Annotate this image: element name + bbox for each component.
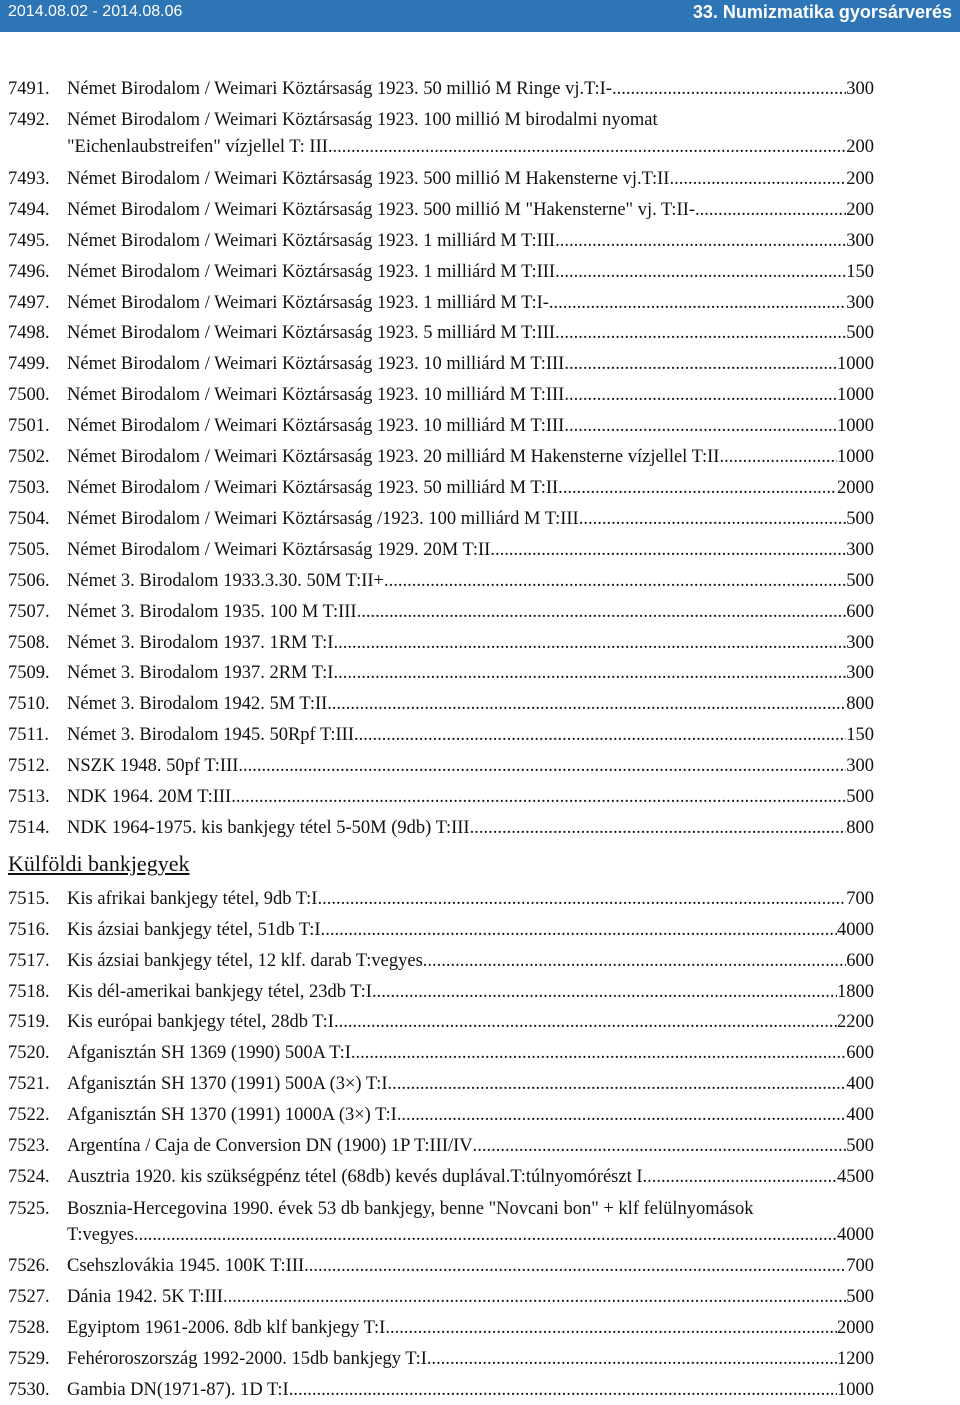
lot-body (67, 813, 874, 844)
lot-row (8, 597, 874, 628)
lot-body (67, 782, 874, 813)
dot-leader (397, 1100, 846, 1131)
lot-body (67, 946, 874, 977)
lot-description: Német Birodalom / Weimari Köztársaság 1923. 20 milliárd M Hakensterne vízjellel T:II (67, 447, 720, 468)
lot-row (8, 1069, 874, 1100)
lot-price: 300 (846, 292, 874, 313)
auction-date-range: 2014.08.02 - 2014.08.06 (8, 3, 183, 20)
lot-price: 300 (846, 79, 874, 99)
lot-number: 7498. (8, 323, 50, 344)
lot-body (67, 318, 874, 349)
lot-number: 7530. (8, 1379, 50, 1400)
lot-body (67, 288, 874, 319)
lot-number: 7529. (8, 1348, 50, 1369)
lot-price: 500 (846, 508, 874, 529)
lot-number: 7500. (8, 385, 50, 406)
lot-row (8, 411, 874, 442)
dot-leader (328, 134, 846, 162)
lot-row (8, 1375, 874, 1405)
lot-line (67, 1251, 874, 1282)
lot-price: 500 (846, 1136, 874, 1157)
lot-body (67, 1131, 874, 1162)
lot-row (8, 105, 874, 164)
lot-body (67, 1313, 874, 1344)
dot-leader (289, 1375, 837, 1405)
dot-leader (327, 689, 846, 720)
lot-line (67, 74, 874, 105)
lot-body (67, 1282, 874, 1313)
lot-description: Német Birodalom / Weimari Köztársaság 1923. 1 milliárd M T:I- (67, 292, 549, 313)
lot-number: 7505. (8, 539, 50, 560)
lot-description: Német 3. Birodalom 1935. 100 M T:III (67, 601, 357, 622)
lot-price: 4500 (837, 1167, 874, 1187)
lot-line (67, 1007, 874, 1038)
lot-number: 7524. (8, 1167, 50, 1187)
lot-row (8, 628, 874, 659)
lot-row (8, 1162, 874, 1193)
lot-line (67, 318, 874, 349)
lot-number: 7519. (8, 1012, 50, 1033)
lot-body (67, 257, 874, 288)
lot-number: 7526. (8, 1255, 50, 1276)
lot-number: 7528. (8, 1317, 50, 1338)
lot-number: 7495. (8, 230, 50, 251)
lot-price: 500 (846, 323, 874, 344)
lot-row (8, 946, 874, 977)
lot-number: 7518. (8, 981, 50, 1002)
dot-leader (134, 1222, 837, 1248)
lot-description: NDK 1964-1975. kis bankjegy tétel 5-50M (9db) T:III (67, 817, 470, 838)
lot-line (67, 1162, 874, 1193)
dot-leader (612, 74, 846, 105)
lot-description: Afganisztán SH 1369 (1990) 500A T:I (67, 1043, 351, 1064)
lot-row (8, 318, 874, 349)
lot-line (67, 658, 874, 689)
lot-description: Német 3. Birodalom 1945. 50Rpf T:III (67, 725, 354, 746)
lot-description: Kis dél-amerikai bankjegy tétel, 23db T:I (67, 981, 372, 1002)
dot-leader (470, 813, 847, 844)
lot-row (8, 1131, 874, 1162)
dot-leader (223, 1282, 846, 1313)
dot-leader (427, 1344, 837, 1375)
dot-leader (385, 1313, 837, 1344)
lot-line (67, 782, 874, 813)
lot-line (67, 813, 874, 844)
lot-description: Német Birodalom / Weimari Köztársaság 1923. 5 milliárd M T:III (67, 323, 556, 344)
lot-line (67, 720, 874, 751)
dot-leader (555, 318, 846, 349)
lot-price: 2200 (837, 1012, 874, 1033)
lot-price: 500 (846, 1286, 874, 1307)
lot-number: 7517. (8, 950, 50, 971)
lot-price: 700 (846, 1255, 874, 1276)
dot-leader (351, 1038, 846, 1069)
dot-leader (372, 977, 837, 1008)
dot-leader (354, 720, 846, 751)
lot-row (8, 535, 874, 566)
lot-description: Német Birodalom / Weimari Köztársaság 1923. 500 millió M Hakensterne vj.T:II (67, 168, 670, 189)
lot-row (8, 977, 874, 1008)
lot-body (67, 535, 874, 566)
lot-description: Német Birodalom / Weimari Köztársaság /1923. 100 milliárd M T:III (67, 508, 579, 529)
dot-leader (579, 504, 847, 535)
lot-line (67, 884, 874, 915)
lot-description: Afganisztán SH 1370 (1991) 500A (3×) T:I (67, 1074, 388, 1095)
lot-line (67, 1196, 874, 1222)
lot-description: Ausztria 1920. kis szükségpénz tétel (68db) kevés duplával.T:túlnyomórészt I (67, 1167, 643, 1187)
lot-description: Dánia 1942. 5K T:III (67, 1286, 223, 1307)
dot-leader (388, 1069, 847, 1100)
lot-number: 7493. (8, 168, 50, 189)
lot-number: 7523. (8, 1136, 50, 1157)
lot-row (8, 1313, 874, 1344)
lot-row (8, 1251, 874, 1282)
lot-number: 7508. (8, 632, 50, 653)
lot-body (67, 107, 874, 162)
lot-description: Gambia DN(1971-87). 1D T:I (67, 1379, 289, 1400)
lot-number: 7525. (8, 1198, 50, 1219)
lot-body (67, 597, 874, 628)
lot-body (67, 658, 874, 689)
lot-number: 7503. (8, 477, 50, 498)
lot-number: 7502. (8, 447, 50, 468)
dot-leader (231, 782, 846, 813)
dot-leader (304, 1251, 846, 1282)
lot-line (67, 535, 874, 566)
lot-description: Német Birodalom / Weimari Köztársaság 1923. 50 milliárd M T:II (67, 477, 559, 498)
lot-description: Német Birodalom / Weimari Köztársaság 1929. 20M T:II (67, 539, 491, 560)
lot-price: 1000 (837, 385, 874, 406)
lot-line (67, 442, 874, 473)
lot-row (8, 658, 874, 689)
lot-body (67, 720, 874, 751)
lot-row (8, 751, 874, 782)
lot-description: Német Birodalom / Weimari Köztársaság 1923. 10 milliárd M T:III (67, 416, 565, 437)
lot-body (67, 884, 874, 915)
lot-line (67, 1282, 874, 1313)
dot-leader (317, 884, 846, 915)
lot-line (67, 288, 874, 319)
dot-leader (238, 751, 846, 782)
lot-body (67, 915, 874, 946)
lot-price: 1200 (837, 1348, 874, 1369)
lot-body (67, 442, 874, 473)
lot-number: 7520. (8, 1043, 50, 1064)
lot-description: Német Birodalom / Weimari Köztársaság 1923. 10 milliárd M T:III (67, 354, 565, 375)
lot-number: 7514. (8, 817, 50, 838)
dot-leader (333, 628, 846, 659)
lot-body (67, 411, 874, 442)
lot-row (8, 1100, 874, 1131)
lot-line (67, 1344, 874, 1375)
lot-body (67, 751, 874, 782)
lot-price: 200 (846, 168, 874, 189)
lot-price: 400 (846, 1105, 874, 1126)
lot-line (67, 1038, 874, 1069)
lot-body (67, 349, 874, 380)
lot-price: 600 (846, 1043, 874, 1064)
dot-leader (555, 257, 846, 288)
lot-list (8, 74, 874, 1405)
lot-number: 7522. (8, 1105, 50, 1126)
lot-price: 4000 (837, 919, 874, 940)
lot-price: 1800 (837, 981, 874, 1002)
lot-description: T:vegyes (67, 1224, 134, 1245)
lot-price: 200 (846, 199, 874, 220)
lot-row (8, 1193, 874, 1251)
lot-line (67, 628, 874, 659)
dot-leader (719, 442, 837, 473)
lot-line (67, 1313, 874, 1344)
lot-body (67, 1069, 874, 1100)
lot-number: 7506. (8, 570, 50, 591)
lot-row (8, 689, 874, 720)
lot-row (8, 813, 874, 844)
lot-price: 500 (846, 787, 874, 808)
lot-line (67, 1069, 874, 1100)
lot-line (67, 504, 874, 535)
lot-line (67, 566, 874, 597)
lot-body (67, 504, 874, 535)
lot-body (67, 689, 874, 720)
dot-leader (643, 1162, 837, 1193)
lot-description: Kis ázsiai bankjegy tétel, 12 klf. darab T:vegyes (67, 950, 423, 971)
dot-leader (695, 195, 846, 226)
lot-number: 7504. (8, 508, 50, 529)
lot-body (67, 226, 874, 257)
lot-number: 7512. (8, 756, 50, 777)
lot-row (8, 257, 874, 288)
lot-body (67, 1196, 874, 1248)
lot-number: 7501. (8, 416, 50, 437)
dot-leader (490, 535, 846, 566)
dot-leader (558, 473, 837, 504)
lot-description: Afganisztán SH 1370 (1991) 1000A (3×) T:I (67, 1105, 397, 1126)
dot-leader (321, 915, 837, 946)
lot-row (8, 473, 874, 504)
lot-body (67, 1251, 874, 1282)
lot-list-foreign (8, 884, 874, 1405)
lot-price: 600 (846, 601, 874, 622)
lot-row (8, 74, 874, 105)
lot-line (67, 411, 874, 442)
lot-price: 300 (846, 663, 874, 684)
dot-leader (564, 380, 837, 411)
lot-number: 7499. (8, 354, 50, 375)
lot-row (8, 504, 874, 535)
dot-leader (334, 1007, 837, 1038)
lot-description: Német 3. Birodalom 1937. 1RM T:I (67, 632, 334, 653)
lot-body (67, 164, 874, 195)
lot-body (67, 1007, 874, 1038)
lot-description: Német Birodalom / Weimari Köztársaság 1923. 100 millió M birodalmi nyomat (67, 109, 658, 130)
lot-price: 1000 (837, 354, 874, 375)
lot-description: Német Birodalom / Weimari Köztársaság 1923. 500 millió M "Hakensterne" vj. T:II- (67, 199, 696, 220)
dot-leader (384, 566, 846, 597)
lot-number: 7511. (8, 725, 49, 746)
lot-number: 7496. (8, 261, 50, 282)
section-heading: Külföldi bankjegyek (8, 850, 190, 876)
lot-row (8, 1282, 874, 1313)
lot-price: 4000 (837, 1224, 874, 1245)
lot-number: 7509. (8, 663, 50, 684)
lot-description: Kis ázsiai bankjegy tétel, 51db T:I (67, 919, 321, 940)
lot-body (67, 380, 874, 411)
lot-description: Csehszlovákia 1945. 100K T:III (67, 1255, 305, 1276)
lot-body (67, 1375, 874, 1405)
lot-number: 7513. (8, 787, 50, 808)
lot-line (67, 597, 874, 628)
lot-line (67, 380, 874, 411)
lot-body (67, 1038, 874, 1069)
lot-row (8, 164, 874, 195)
lot-description: Fehéroroszország 1992-2000. 15db bankjegy T:I (67, 1348, 427, 1369)
dot-leader (669, 164, 846, 195)
lot-line (67, 689, 874, 720)
lot-price: 1000 (837, 447, 874, 468)
lot-line (67, 977, 874, 1008)
lot-description: Német 3. Birodalom 1942. 5M T:II (67, 694, 328, 715)
lot-number: 7516. (8, 919, 50, 940)
lot-number: 7510. (8, 694, 50, 715)
lot-number: 7521. (8, 1074, 50, 1095)
lot-line (67, 751, 874, 782)
dot-leader (564, 411, 837, 442)
lot-body (67, 473, 874, 504)
lot-line (67, 1131, 874, 1162)
lot-price: 300 (846, 539, 874, 560)
lot-line (67, 226, 874, 257)
lot-price: 300 (846, 230, 874, 251)
lot-price: 150 (846, 725, 874, 746)
page-header (0, 0, 960, 32)
lot-line (67, 349, 874, 380)
lot-body (67, 74, 874, 105)
lot-line (67, 257, 874, 288)
lot-line (67, 134, 874, 162)
lot-description: Német Birodalom / Weimari Köztársaság 1923. 50 millió M Ringe vj.T:I- (67, 79, 612, 99)
lot-row (8, 566, 874, 597)
lot-description: Kis afrikai bankjegy tétel, 9db T:I (67, 888, 318, 909)
lot-price: 300 (846, 756, 874, 777)
lot-line (67, 107, 874, 135)
lot-line (67, 1375, 874, 1405)
lot-description: Német 3. Birodalom 1937. 2RM T:I (67, 663, 334, 684)
lot-row (8, 1007, 874, 1038)
lot-number: 7492. (8, 109, 50, 130)
lot-price: 2000 (837, 477, 874, 498)
lot-row (8, 195, 874, 226)
lot-body (67, 628, 874, 659)
dot-leader (549, 288, 846, 319)
lot-number: 7527. (8, 1286, 50, 1307)
lot-description: Német Birodalom / Weimari Köztársaság 1923. 1 milliárd M T:III (67, 261, 556, 282)
lot-row (8, 226, 874, 257)
lot-number: 7494. (8, 199, 50, 220)
lot-price: 800 (846, 817, 874, 838)
lot-row (8, 1038, 874, 1069)
lot-row (8, 442, 874, 473)
lot-price: 1000 (837, 416, 874, 437)
lot-price: 200 (846, 137, 874, 158)
dot-leader (473, 1131, 847, 1162)
auction-title: 33. Numizmatika gyorsárverés (692, 2, 952, 22)
lot-description: Egyiptom 1961-2006. 8db klf bankjegy T:I (67, 1317, 386, 1338)
lot-price: 2000 (837, 1317, 874, 1338)
lot-line (67, 1222, 874, 1248)
lot-price: 400 (846, 1074, 874, 1095)
dot-leader (555, 226, 846, 257)
lot-row (8, 288, 874, 319)
lot-body (67, 566, 874, 597)
lot-description: Német Birodalom / Weimari Köztársaság 1923. 10 milliárd M T:III (67, 385, 565, 406)
dot-leader (423, 946, 846, 977)
lot-body (67, 1162, 874, 1193)
lot-price: 500 (846, 570, 874, 591)
lot-description: Német 3. Birodalom 1933.3.30. 50M T:II+ (67, 570, 384, 591)
lot-description: Bosznia-Hercegovina 1990. évek 53 db bankjegy, benne "Novcani bon" + klf felülnyomások (67, 1198, 754, 1219)
dot-leader (564, 349, 837, 380)
lot-row (8, 380, 874, 411)
lot-row (8, 915, 874, 946)
lot-description: Kis európai bankjegy tétel, 28db T:I (67, 1012, 334, 1033)
lot-price: 700 (846, 888, 874, 909)
lot-line (67, 946, 874, 977)
lot-number: 7515. (8, 888, 50, 909)
lot-body (67, 1100, 874, 1131)
lot-price: 600 (846, 950, 874, 971)
lot-number: 7491. (8, 79, 50, 99)
lot-description: NSZK 1948. 50pf T:III (67, 756, 239, 777)
lot-price: 300 (846, 632, 874, 653)
lot-line (67, 1100, 874, 1131)
lot-line (67, 473, 874, 504)
lot-line (67, 195, 874, 226)
lot-row (8, 720, 874, 751)
lot-body (67, 195, 874, 226)
lot-description: Argentína / Caja de Conversion DN (1900) 1P T:III/IV (67, 1136, 473, 1157)
dot-leader (333, 658, 846, 689)
lot-body (67, 1344, 874, 1375)
lot-description: "Eichenlaubstreifen" vízjellel T: III (67, 137, 328, 158)
lot-row (8, 884, 874, 915)
lot-price: 1000 (837, 1379, 874, 1400)
lot-row (8, 1344, 874, 1375)
lot-line (67, 164, 874, 195)
lot-description: Német Birodalom / Weimari Köztársaság 1923. 1 milliárd M T:III (67, 230, 556, 251)
lot-number: 7497. (8, 292, 50, 313)
dot-leader (357, 597, 847, 628)
lot-line (67, 915, 874, 946)
lot-row (8, 782, 874, 813)
lot-number: 7507. (8, 601, 50, 622)
lot-list-german (8, 74, 874, 844)
lot-description: NDK 1964. 20M T:III (67, 787, 232, 808)
lot-body (67, 977, 874, 1008)
lot-row (8, 349, 874, 380)
lot-price: 150 (846, 261, 874, 282)
lot-price: 800 (846, 694, 874, 715)
